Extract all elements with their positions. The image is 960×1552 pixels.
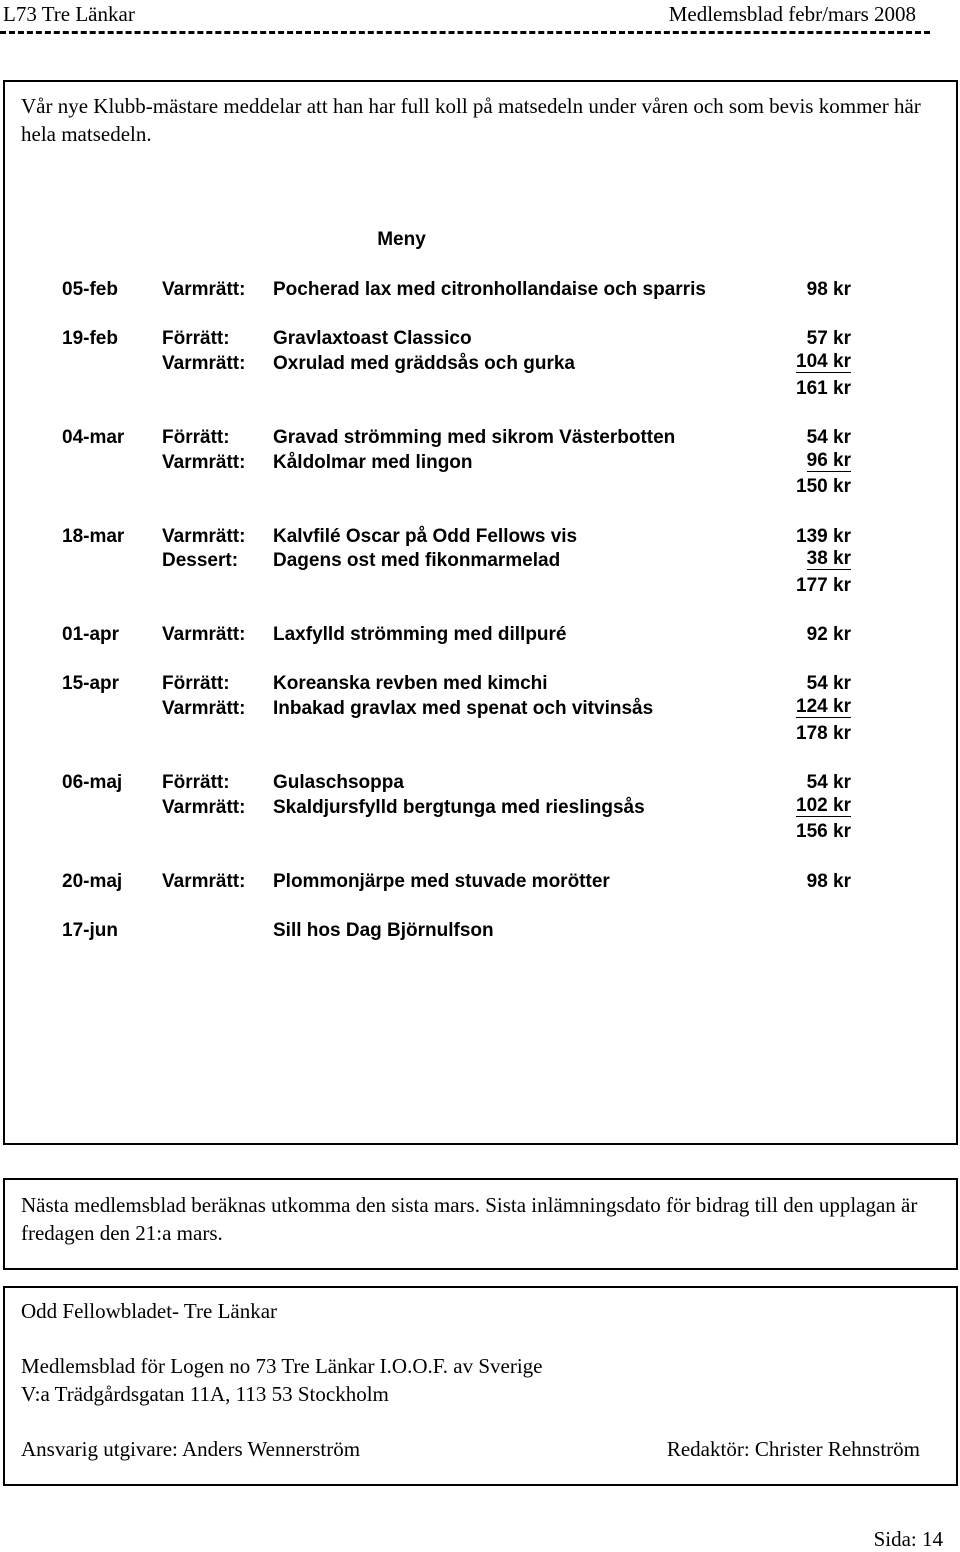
menu-dish: Pocherad lax med citronhollandaise och sparris	[273, 279, 706, 300]
menu-price: 57 kr	[806, 328, 851, 350]
menu-course: Förrätt:	[162, 426, 230, 448]
menu-course: Varmrätt:	[162, 279, 246, 300]
menu-dish: Gravlaxtoast Classico	[273, 328, 472, 350]
menu-course: Förrätt:	[162, 673, 230, 695]
menu-price: 124 kr	[796, 696, 851, 718]
menu-dish: Gravad strömming med sikrom Västerbotten	[273, 426, 676, 448]
menu-price: 54 kr	[806, 673, 851, 695]
menu-box	[3, 80, 958, 1145]
menu-price: 150 kr	[796, 476, 851, 498]
menu-row	[5, 426, 960, 450]
menu-row	[5, 549, 960, 573]
menu-course: Förrätt:	[162, 328, 230, 350]
menu-date: 19-feb	[62, 328, 118, 350]
notice-box	[3, 1178, 958, 1270]
menu-dish: Gulaschsoppa	[273, 772, 404, 793]
menu-price: 98 kr	[806, 870, 851, 892]
menu-date: 18-mar	[62, 525, 125, 547]
menu-row	[5, 623, 960, 647]
menu-row	[5, 870, 960, 894]
footer-editor: Redaktör: Christer Rehnström	[666, 1437, 920, 1461]
menu-title: Meny	[377, 229, 426, 250]
menu-price: 102 kr	[796, 794, 851, 816]
menu-course: Varmrätt:	[162, 796, 246, 818]
menu-date: 01-apr	[62, 624, 120, 646]
menu-row	[5, 672, 960, 696]
menu-row	[5, 475, 960, 499]
footer-address-line1: Medlemsblad för Logen no 73 Tre Länkar I.O.O.F. av Sverige	[21, 1354, 543, 1378]
menu-price: 92 kr	[806, 624, 851, 646]
menu-price: 98 kr	[806, 279, 851, 300]
page-header	[0, 0, 960, 50]
notice-text: Nästa medlemsblad beräknas utkomma den sista mars. Sista inlämningsdato för bidrag till den upplagan är fredagen den 21:a mars.	[21, 1193, 918, 1245]
header-title: L73 Tre Länkar	[3, 2, 135, 26]
menu-row	[5, 327, 960, 351]
menu-date: 17-jun	[62, 919, 118, 941]
menu-row	[5, 574, 960, 598]
menu-course: Varmrätt:	[162, 525, 246, 547]
menu-price: 139 kr	[796, 525, 851, 547]
menu-price: 54 kr	[806, 772, 851, 793]
menu-price: 104 kr	[796, 350, 851, 372]
menu-price: 156 kr	[796, 821, 851, 843]
menu-date: 20-maj	[62, 870, 123, 892]
menu-price: 96 kr	[806, 449, 851, 471]
menu-row	[5, 278, 960, 302]
menu-dish: Inbakad gravlax med spenat och vitvinsås	[273, 698, 654, 720]
menu-dish: Dagens ost med fikonmarmelad	[273, 550, 561, 572]
menu-row	[5, 352, 960, 376]
menu-dish: Koreanska revben med kimchi	[273, 673, 548, 695]
menu-date: 05-feb	[62, 279, 118, 300]
menu-row	[5, 919, 960, 943]
menu-dish: Sill hos Dag Björnulfson	[273, 919, 494, 941]
menu-course: Dessert:	[162, 550, 239, 572]
menu-date: 15-apr	[62, 673, 120, 695]
menu-row	[5, 722, 960, 746]
footer-box	[3, 1286, 958, 1486]
menu-dish: Skaldjursfylld bergtunga med rieslingsås	[273, 796, 645, 818]
menu-dish: Oxrulad med gräddsås och gurka	[273, 352, 575, 374]
header-divider	[0, 31, 930, 34]
menu-price: 178 kr	[796, 722, 851, 744]
footer-publisher: Ansvarig utgivare: Anders Wennerström	[21, 1437, 361, 1461]
menu-date: 06-maj	[62, 772, 123, 793]
menu-course: Varmrätt:	[162, 698, 246, 720]
menu-price: 38 kr	[806, 548, 851, 570]
menu-row	[5, 377, 960, 401]
menu-dish: Laxfylld strömming med dillpuré	[273, 624, 567, 646]
intro-text: Vår nye Klubb-mästare meddelar att han har full koll på matsedeln under våren och som bevis kommer här hela matsedeln.	[21, 94, 921, 146]
menu-row	[5, 820, 960, 844]
menu-course: Varmrätt:	[162, 624, 246, 646]
menu-row	[5, 697, 960, 721]
menu-row	[5, 451, 960, 475]
menu-date: 04-mar	[62, 426, 125, 448]
menu-row	[5, 771, 960, 795]
menu-course: Förrätt:	[162, 772, 230, 793]
menu-row	[5, 525, 960, 549]
menu-dish: Plommonjärpe med stuvade morötter	[273, 870, 610, 892]
menu-course: Varmrätt:	[162, 352, 246, 374]
menu-course: Varmrätt:	[162, 451, 246, 473]
menu-course: Varmrätt:	[162, 870, 246, 892]
menu-price: 161 kr	[796, 377, 851, 399]
menu-price: 177 kr	[796, 574, 851, 596]
footer-publication-name: Odd Fellowbladet- Tre Länkar	[21, 1299, 278, 1323]
menu-dish: Kåldolmar med lingon	[273, 451, 473, 473]
page-number: Sida: 14	[873, 1527, 943, 1551]
footer-address-line2: V:a Trädgårdsgatan 11A, 113 53 Stockholm	[21, 1382, 389, 1406]
menu-price: 54 kr	[806, 426, 851, 448]
menu-dish: Kalvfilé Oscar på Odd Fellows vis	[273, 525, 578, 547]
header-issue: Medlemsblad febr/mars 2008	[668, 2, 916, 26]
menu-row	[5, 796, 960, 820]
